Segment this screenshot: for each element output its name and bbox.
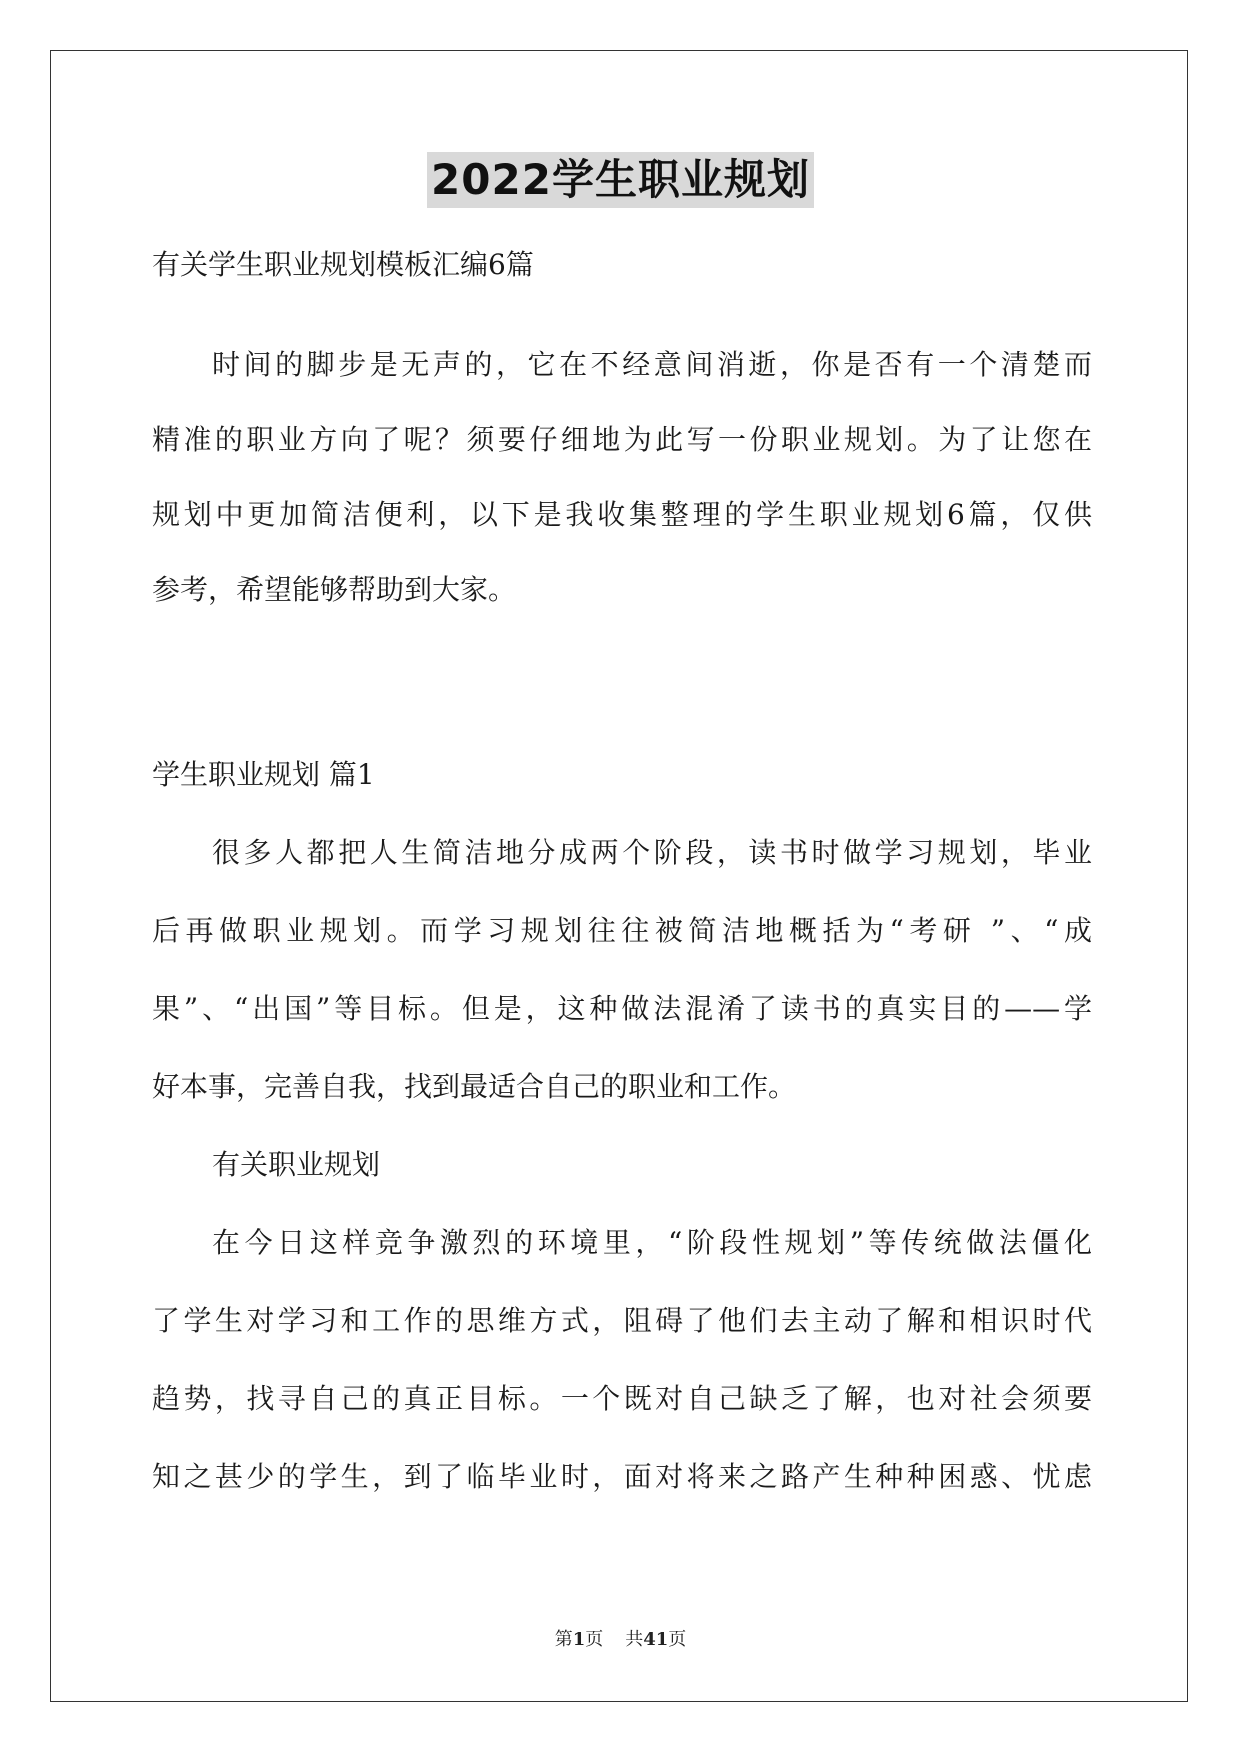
paragraph-line: 时间的脚步是无声的，它在不经意间消逝，你是否有一个清楚而 — [212, 348, 1092, 381]
subtitle-line: 有关学生职业规划模板汇编6篇 — [152, 248, 534, 281]
page-border — [50, 50, 1188, 1702]
title-container — [0, 152, 1241, 208]
page-number: 1 — [572, 1629, 586, 1650]
paragraph-line: 在今日这样竞争激烈的环境里，“阶段性规划”等传统做法僵化 — [212, 1226, 1092, 1259]
page-suffix: 页 — [585, 1629, 604, 1650]
page-prefix: 第 — [554, 1629, 573, 1650]
total-pages: 41 — [643, 1629, 669, 1650]
total-prefix: 共 — [625, 1629, 644, 1650]
paragraph-line: 很多人都把人生简洁地分成两个阶段，读书时做学习规划，毕业 — [212, 836, 1092, 869]
paragraph-line: 好本事，完善自我，找到最适合自己的职业和工作。 — [152, 1070, 797, 1103]
page-footer — [0, 1627, 1241, 1653]
paragraph-line: 趋势，找寻自己的真正目标。一个既对自己缺乏了解，也对社会须要 — [152, 1382, 1092, 1415]
paragraph-line: 了学生对学习和工作的思维方式，阻碍了他们去主动了解和相识时代 — [152, 1304, 1092, 1337]
paragraph-line: 知之甚少的学生，到了临毕业时，面对将来之路产生种种困惑、忧虑 — [152, 1460, 1092, 1493]
section-heading: 学生职业规划 篇1 — [152, 758, 375, 791]
subheading-line: 有关职业规划 — [212, 1148, 381, 1181]
document-title: 2022学生职业规划 — [427, 152, 814, 208]
paragraph-line: 精准的职业方向了呢？须要仔细地为此写一份职业规划。为了让您在 — [152, 423, 1092, 456]
paragraph-line: 后再做职业规划。而学习规划往往被简洁地概括为“考研 ”、“成 — [152, 914, 1092, 947]
paragraph-line: 规划中更加简洁便利，以下是我收集整理的学生职业规划6篇，仅供 — [152, 498, 1092, 531]
paragraph-line: 参考，希望能够帮助到大家。 — [152, 573, 517, 606]
paragraph-line: 果”、“出国”等目标。但是，这种做法混淆了读书的真实目的——学 — [152, 992, 1092, 1025]
total-suffix: 页 — [668, 1629, 687, 1650]
